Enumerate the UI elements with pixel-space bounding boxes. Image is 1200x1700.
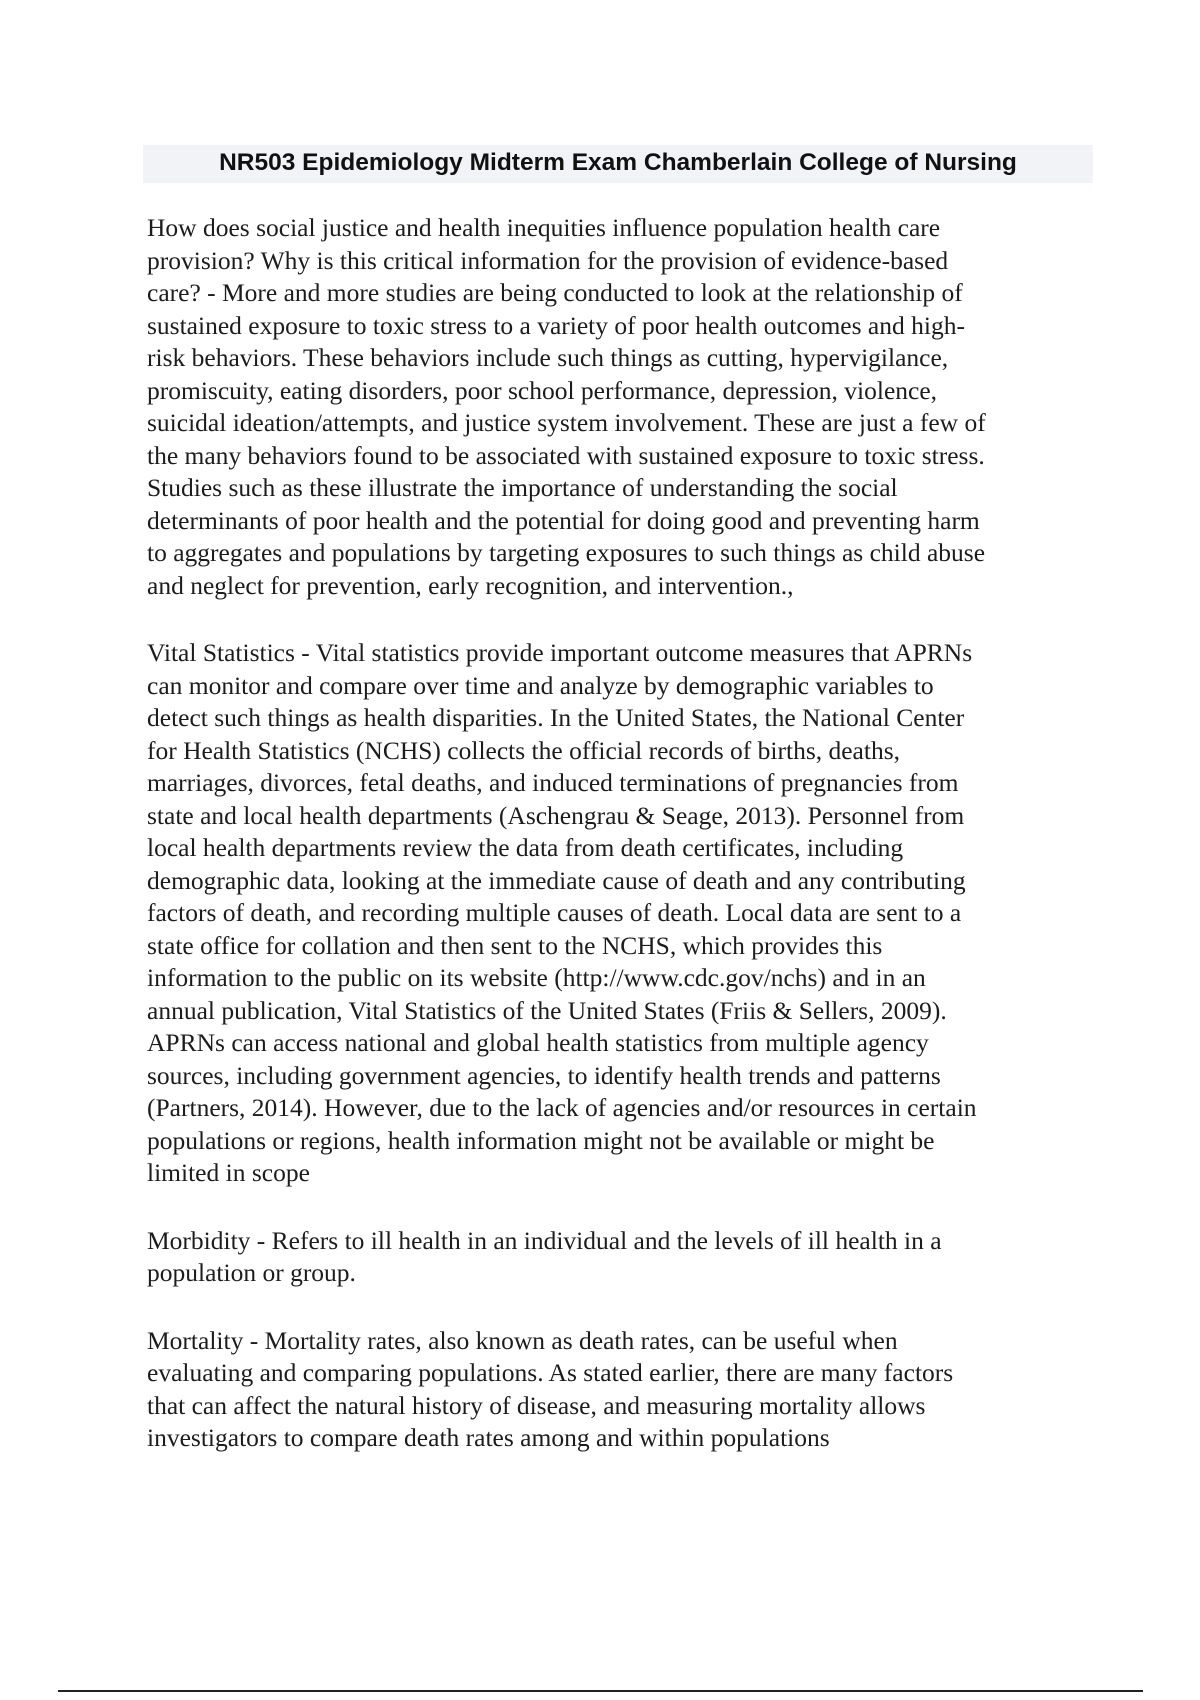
text-line: populations or regions, health information might not be available or might be — [147, 1125, 935, 1155]
text-line: sources, including government agencies, to identify health trends and patterns — [147, 1060, 941, 1090]
document-body — [147, 212, 1087, 1490]
text-line: for Health Statistics (NCHS) collects the official records of births, deaths, — [147, 735, 901, 765]
text-line: population or group. — [147, 1258, 356, 1287]
text-line: detect such things as health disparities. In the United States, the National Center — [147, 703, 965, 732]
text-line: Studies such as these illustrate the importance of understanding the social — [147, 473, 898, 502]
text-line: limited in scope — [147, 1158, 310, 1187]
paragraph — [147, 212, 1087, 602]
text-line: can monitor and compare over time and analyze by demographic variables to — [147, 670, 934, 700]
text-line: Vital Statistics - Vital statistics provide important outcome measures that APRNs — [147, 638, 973, 667]
text-line: state office for collation and then sent to the NCHS, which provides this — [147, 930, 883, 960]
text-line: local health departments review the data from death certificates, including — [147, 833, 904, 862]
paragraph — [147, 1325, 1087, 1455]
text-line: care? - More and more studies are being conducted to look at the relationship of — [147, 278, 963, 307]
paragraph — [147, 637, 1087, 1190]
text-line: evaluating and comparing populations. As stated earlier, there are many factors — [147, 1358, 954, 1387]
text-line: to aggregates and populations by targeting exposures to such things as child abuse — [147, 538, 986, 567]
text-line: promiscuity, eating disorders, poor school performance, depression, violence, — [147, 375, 938, 405]
text-line: APRNs can access national and global health statistics from multiple agency — [147, 1028, 929, 1057]
text-line: information to the public on its website (http://www.cdc.gov/nchs) and in an — [147, 963, 926, 992]
text-line: marriages, divorces, fetal deaths, and induced terminations of pregnancies from — [147, 768, 959, 797]
text-line: that can affect the natural history of disease, and measuring mortality allows — [147, 1390, 926, 1420]
text-line: suicidal ideation/attempts, and justice system involvement. These are just a few of — [147, 408, 986, 437]
text-line: state and local health departments (Aschengrau & Seage, 2013). Personnel from — [147, 800, 965, 830]
text-line: risk behaviors. These behaviors include such things as cutting, hypervigilance, — [147, 343, 949, 372]
text-line: demographic data, looking at the immediate cause of death and any contributing — [147, 865, 966, 895]
text-line: factors of death, and recording multiple causes of death. Local data are sent to a — [147, 898, 962, 927]
text-line: Morbidity - Refers to ill health in an individual and the levels of ill health in a — [147, 1225, 942, 1255]
document-title: NR503 Epidemiology Midterm Exam Chamberlain College of Nursing — [219, 149, 1017, 176]
text-line: determinants of poor health and the potential for doing good and preventing harm — [147, 505, 980, 535]
text-line: annual publication, Vital Statistics of the United States (Friis & Sellers, 2009). — [147, 995, 947, 1025]
paragraph — [147, 1225, 1087, 1290]
text-line: and neglect for prevention, early recognition, and intervention., — [147, 570, 794, 600]
text-line: Mortality - Mortality rates, also known as death rates, can be useful when — [147, 1325, 898, 1355]
text-line: provision? Why is this critical information for the provision of evidence-based — [147, 245, 949, 275]
text-line: sustained exposure to toxic stress to a variety of poor health outcomes and high- — [147, 310, 965, 340]
text-line: (Partners, 2014). However, due to the lack of agencies and/or resources in certain — [147, 1093, 977, 1122]
text-line: the many behaviors found to be associated with sustained exposure to toxic stress. — [147, 440, 985, 470]
text-line: investigators to compare death rates among and within populations — [147, 1423, 830, 1452]
footer-rule — [58, 1690, 1143, 1692]
text-line: How does social justice and health inequities influence population health care — [147, 213, 941, 242]
